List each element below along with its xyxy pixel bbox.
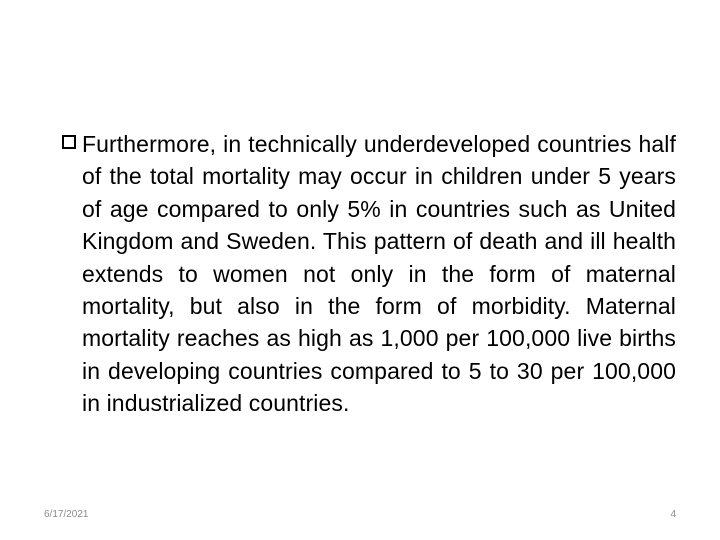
slide-content — [62, 128, 676, 420]
bullet-text: Furthermore, in technically underdeveloped countries half of the total mortality may occur in children under 5 years of age compared to only 5% in countries such as United Kingdom and Sweden. This pattern of death and ill health extends to women not only in the form of maternal mortality, but also in the form of morbidity. Maternal mortality reaches as high as 1,000 per 100,000 live births in developing countries compared to 5 to 30 per 100,000 in industrialized countries. — [82, 131, 676, 417]
bullet-item — [62, 128, 676, 420]
footer-date: 6/17/2021 — [44, 509, 89, 520]
footer-page-number: 4 — [670, 509, 676, 520]
square-bullet-icon — [62, 135, 76, 149]
